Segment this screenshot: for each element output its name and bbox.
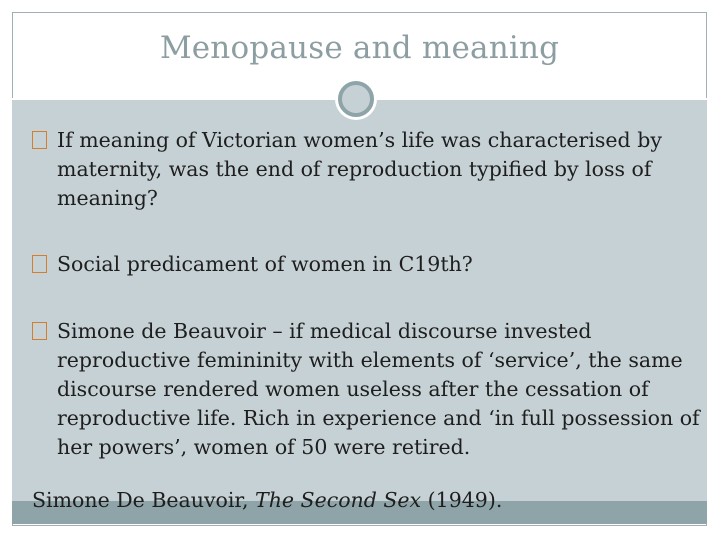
citation-year: (1949).: [427, 488, 503, 512]
bullet-list: [32, 108, 704, 462]
bullet-text: Social predicament of women in C19th?: [57, 252, 473, 276]
bullet-text: Simone de Beauvoir – if medical discourse invested reproductive femininity with elements of ‘service’, the same discourse rendered women useless after the cessation of reproductive life. Rich in experience and ‘in full possession of her powers’, women of 50 were retired.: [57, 319, 700, 459]
citation-author: Simone De Beauvoir,: [32, 488, 249, 512]
bullet-box-icon: [32, 322, 47, 340]
citation: [32, 486, 502, 515]
citation-book-title: The Second Sex: [255, 488, 422, 512]
bullet-item: [32, 126, 704, 213]
bullet-box-icon: [32, 131, 47, 149]
slide-title: Menopause and meaning: [159, 30, 560, 66]
bullet-item: [32, 250, 704, 279]
bullet-text: If meaning of Victorian women’s life was characterised by maternity, was the end of reproduction typified by loss of meaning?: [57, 128, 662, 210]
bullet-item: [32, 317, 704, 462]
bullet-box-icon: [32, 255, 47, 273]
